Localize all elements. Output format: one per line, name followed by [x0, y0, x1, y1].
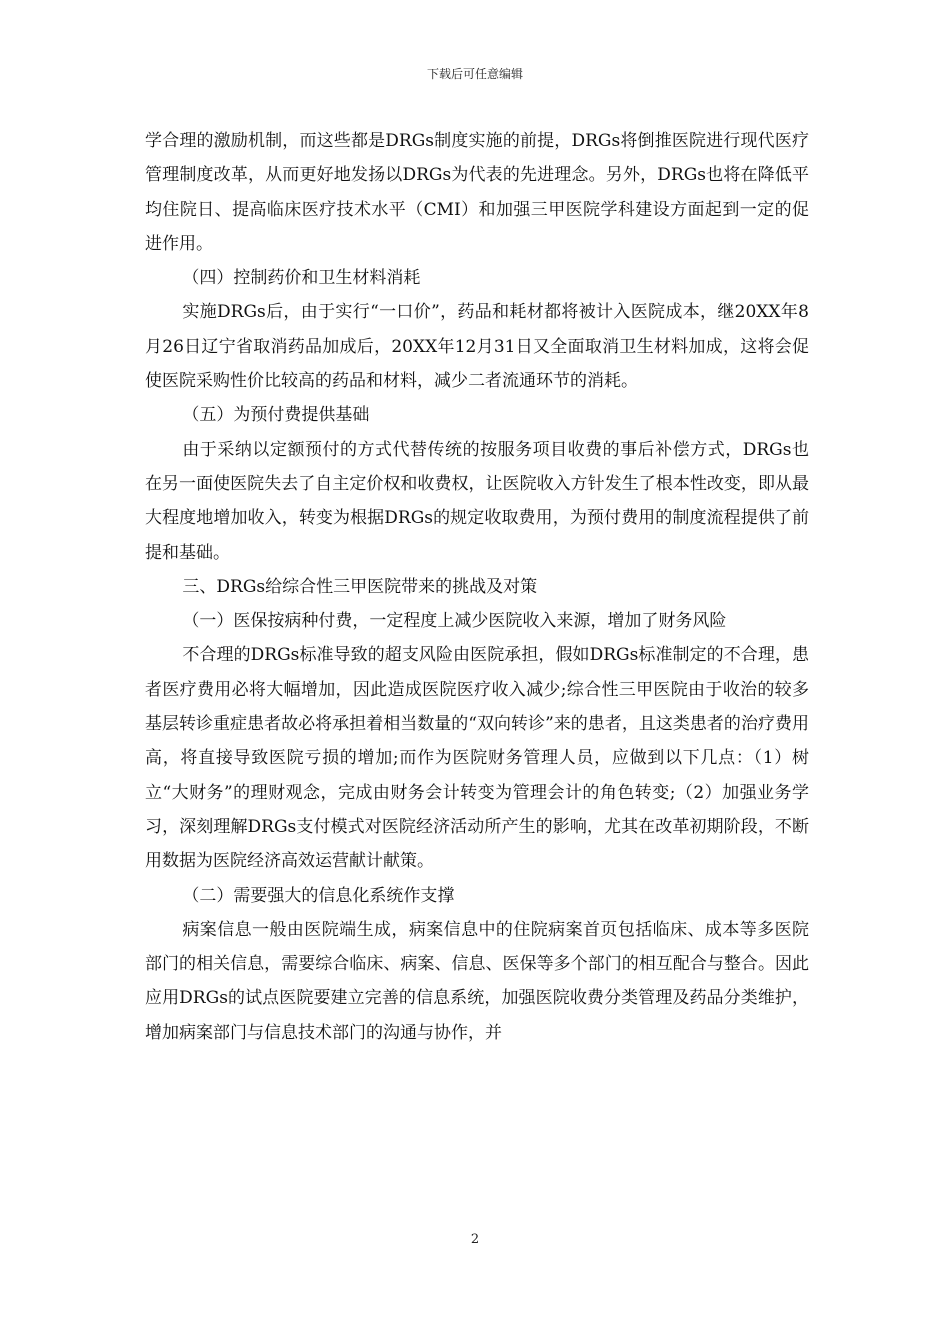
page-header: 下载后可任意编辑 — [426, 67, 523, 81]
paragraph: 病案信息一般由医院端生成，病案信息中的住院病案首页包括临床、成本等多医院部门的相关信息，需要综合临床、病案、信息、医保等多个部门的相互配合与整合。因此应用DRGs的试点医院要建立完善的信息系统，加强医院收费分类管理及药品分类维护，增加病案部门与信息技术部门的沟通与协作，并 — [145, 919, 809, 1043]
paragraph: 由于采纳以定额预付的方式代替传统的按服务项目收费的事后补偿方式，DRGs也在另一面使医院失去了自主定价权和收费权，让医院收入方针发生了根本性改变，即从最大程度地增加收入，转变为根据DRGs的规定收取费用，为预付费用的制度流程提供了前提和基础。 — [145, 439, 809, 563]
section-heading-5: （五）为预付费提供基础 — [182, 405, 370, 426]
page-number: 2 — [470, 1232, 480, 1247]
paragraph: 不合理的DRGs标准导致的超支风险由医院承担，假如DRGs标准制定的不合理，患者医疗费用必将大幅增加，因此造成医院医疗收入减少;综合性三甲医院由于收治的较多基层转诊重症患者故必将承担着相当数量的“双向转诊”来的患者，且这类患者的治疗费用高，将直接导致医院亏损的增加;而作为医院财务管理人员，应做到以下几点：（1）树立“大财务”的理财观念，完成由财务会计转变为管理会计的角色转变;（2）加强业务学习，深刻理解DRGs支付模式对医院经济活动所产生的影响，尤其在改革初期阶段，不断用数据为医院经济高效运营献计献策。 — [145, 645, 809, 872]
section-heading-2: （二）需要强大的信息化系统作支撑 — [182, 885, 455, 906]
paragraph: 实施DRGs后，由于实行“一口价”，药品和耗材都将被计入医院成本，继20XX年8月26日辽宁省取消药品加成后，20XX年12月31日又全面取消卫生材料加成，这将会促使医院采购性价比较高的药品和材料，减少二者流通环节的消耗。 — [145, 302, 809, 392]
paragraph-continuation: 学合理的激励机制，而这些都是DRGs制度实施的前提，DRGs将倒推医院进行现代医疗管理制度改革，从而更好地发扬以DRGs为代表的先进理念。另外，DRGs也将在降低平均住院日、提高临床医疗技术水平（CMI）和加强三甲医院学科建设方面起到一定的促进作用。 — [145, 131, 809, 254]
section-heading-1: （一）医保按病种付费，一定程度上减少医院收入来源，增加了财务风险 — [182, 611, 727, 632]
section-heading-4: （四）控制药价和卫生材料消耗 — [182, 268, 421, 289]
chapter-heading-3: 三、DRGs给综合性三甲医院带来的挑战及对策 — [182, 576, 538, 597]
document-body — [145, 124, 809, 1050]
